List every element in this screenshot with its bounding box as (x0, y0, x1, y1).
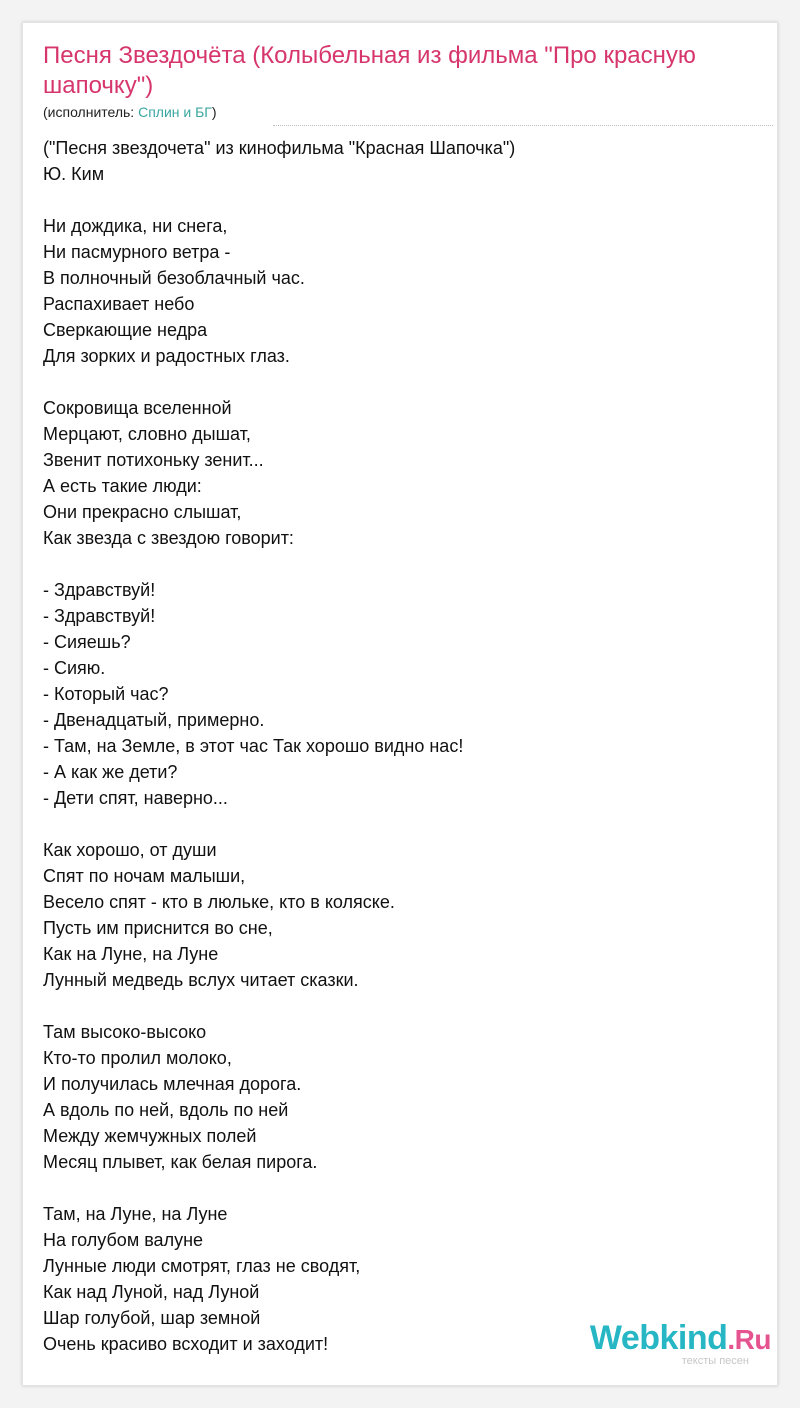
logo-text: Webkind (589, 1319, 728, 1357)
performer-line (43, 103, 217, 121)
logo-tagline: тексты песен (681, 1355, 749, 1367)
lyric-line: Кто-то пролил молоко, (43, 1048, 232, 1068)
lyric-line: Сверкающие недра (43, 320, 208, 340)
lyric-line: На голубом валуне (43, 1230, 204, 1250)
lyric-line: Они прекрасно слышат, (43, 502, 242, 522)
lyric-line: Между жемчужных полей (43, 1126, 257, 1146)
lyric-line: Ни пасмурного ветра - (43, 242, 231, 262)
lyric-line: Месяц плывет, как белая пирога. (43, 1152, 318, 1172)
stanza-gap (43, 993, 763, 1019)
lyrics-card (22, 22, 778, 1386)
stanza-gap (43, 369, 763, 395)
stanza-gap (43, 811, 763, 837)
lyric-line: - Здравствуй! (43, 606, 156, 626)
lyric-line: - Сияю. (43, 658, 106, 678)
lyric-line: Шар голубой, шар земной (43, 1308, 261, 1328)
lyric-line: А есть такие люди: (43, 476, 202, 496)
lyric-line: ("Песня звездочета" из кинофильма "Красная Шапочка") (43, 138, 516, 158)
lyric-line: Как на Луне, на Луне (43, 944, 219, 964)
lyric-line: - А как же дети? (43, 762, 178, 782)
lyric-line: В полночный безоблачный час. (43, 268, 305, 288)
lyric-line: Как звезда с звездою говорит: (43, 528, 294, 548)
performer-prefix: (исполнитель: (43, 104, 139, 120)
lyric-line: Ю. Ким (43, 164, 105, 184)
lyric-line: Там высоко-высоко (43, 1022, 207, 1042)
lyric-line: - Дети спят, наверно... (43, 788, 228, 808)
lyric-line: И получилась млечная дорога. (43, 1074, 302, 1094)
lyric-line: Звенит потихоньку зенит... (43, 450, 264, 470)
lyric-line: Там, на Луне, на Луне (43, 1204, 228, 1224)
lyric-line: - Здравствуй! (43, 580, 156, 600)
stanza-gap (43, 551, 763, 577)
page-title: Песня Звездочёта (Колыбельная из фильма "Про красную шапочку") (43, 42, 696, 99)
lyrics-text (43, 135, 763, 1357)
lyric-line: Сокровища вселенной (43, 398, 232, 418)
lyric-line: Очень красиво всходит и заходит! (43, 1334, 329, 1354)
lyric-line: Как над Луной, над Луной (43, 1282, 260, 1302)
lyric-line: Для зорких и радостных глаз. (43, 346, 290, 366)
lyric-line: Спят по ночам малыши, (43, 866, 246, 886)
logo-tld: .Ru (727, 1324, 771, 1355)
lyric-line: - Там, на Земле, в этот час Так хорошо видно нас! (43, 736, 464, 756)
performer-link[interactable]: Сплин и БГ (138, 104, 212, 120)
lyric-line: - Сияешь? (43, 632, 131, 652)
performer-suffix: ) (211, 104, 217, 120)
lyric-line: Распахивает небо (43, 294, 195, 314)
lyric-line: Пусть им приснится во сне, (43, 918, 273, 938)
lyric-line: Лунные люди смотрят, глаз не сводят, (43, 1256, 361, 1276)
lyric-line: Ни дождика, ни снега, (43, 216, 228, 236)
divider (273, 125, 773, 126)
stanza-gap (43, 187, 763, 213)
lyric-line: А вдоль по ней, вдоль по ней (43, 1100, 289, 1120)
lyric-line: - Который час? (43, 684, 169, 704)
stanza-gap (43, 1175, 763, 1201)
lyric-line: Как хорошо, от души (43, 840, 217, 860)
site-logo[interactable] (590, 1321, 771, 1367)
lyric-line: Мерцают, словно дышат, (43, 424, 251, 444)
lyric-line: Лунный медведь вслух читает сказки. (43, 970, 359, 990)
lyric-line: - Двенадцатый, примерно. (43, 710, 265, 730)
lyric-line: Весело спят - кто в люльке, кто в коляске. (43, 892, 395, 912)
